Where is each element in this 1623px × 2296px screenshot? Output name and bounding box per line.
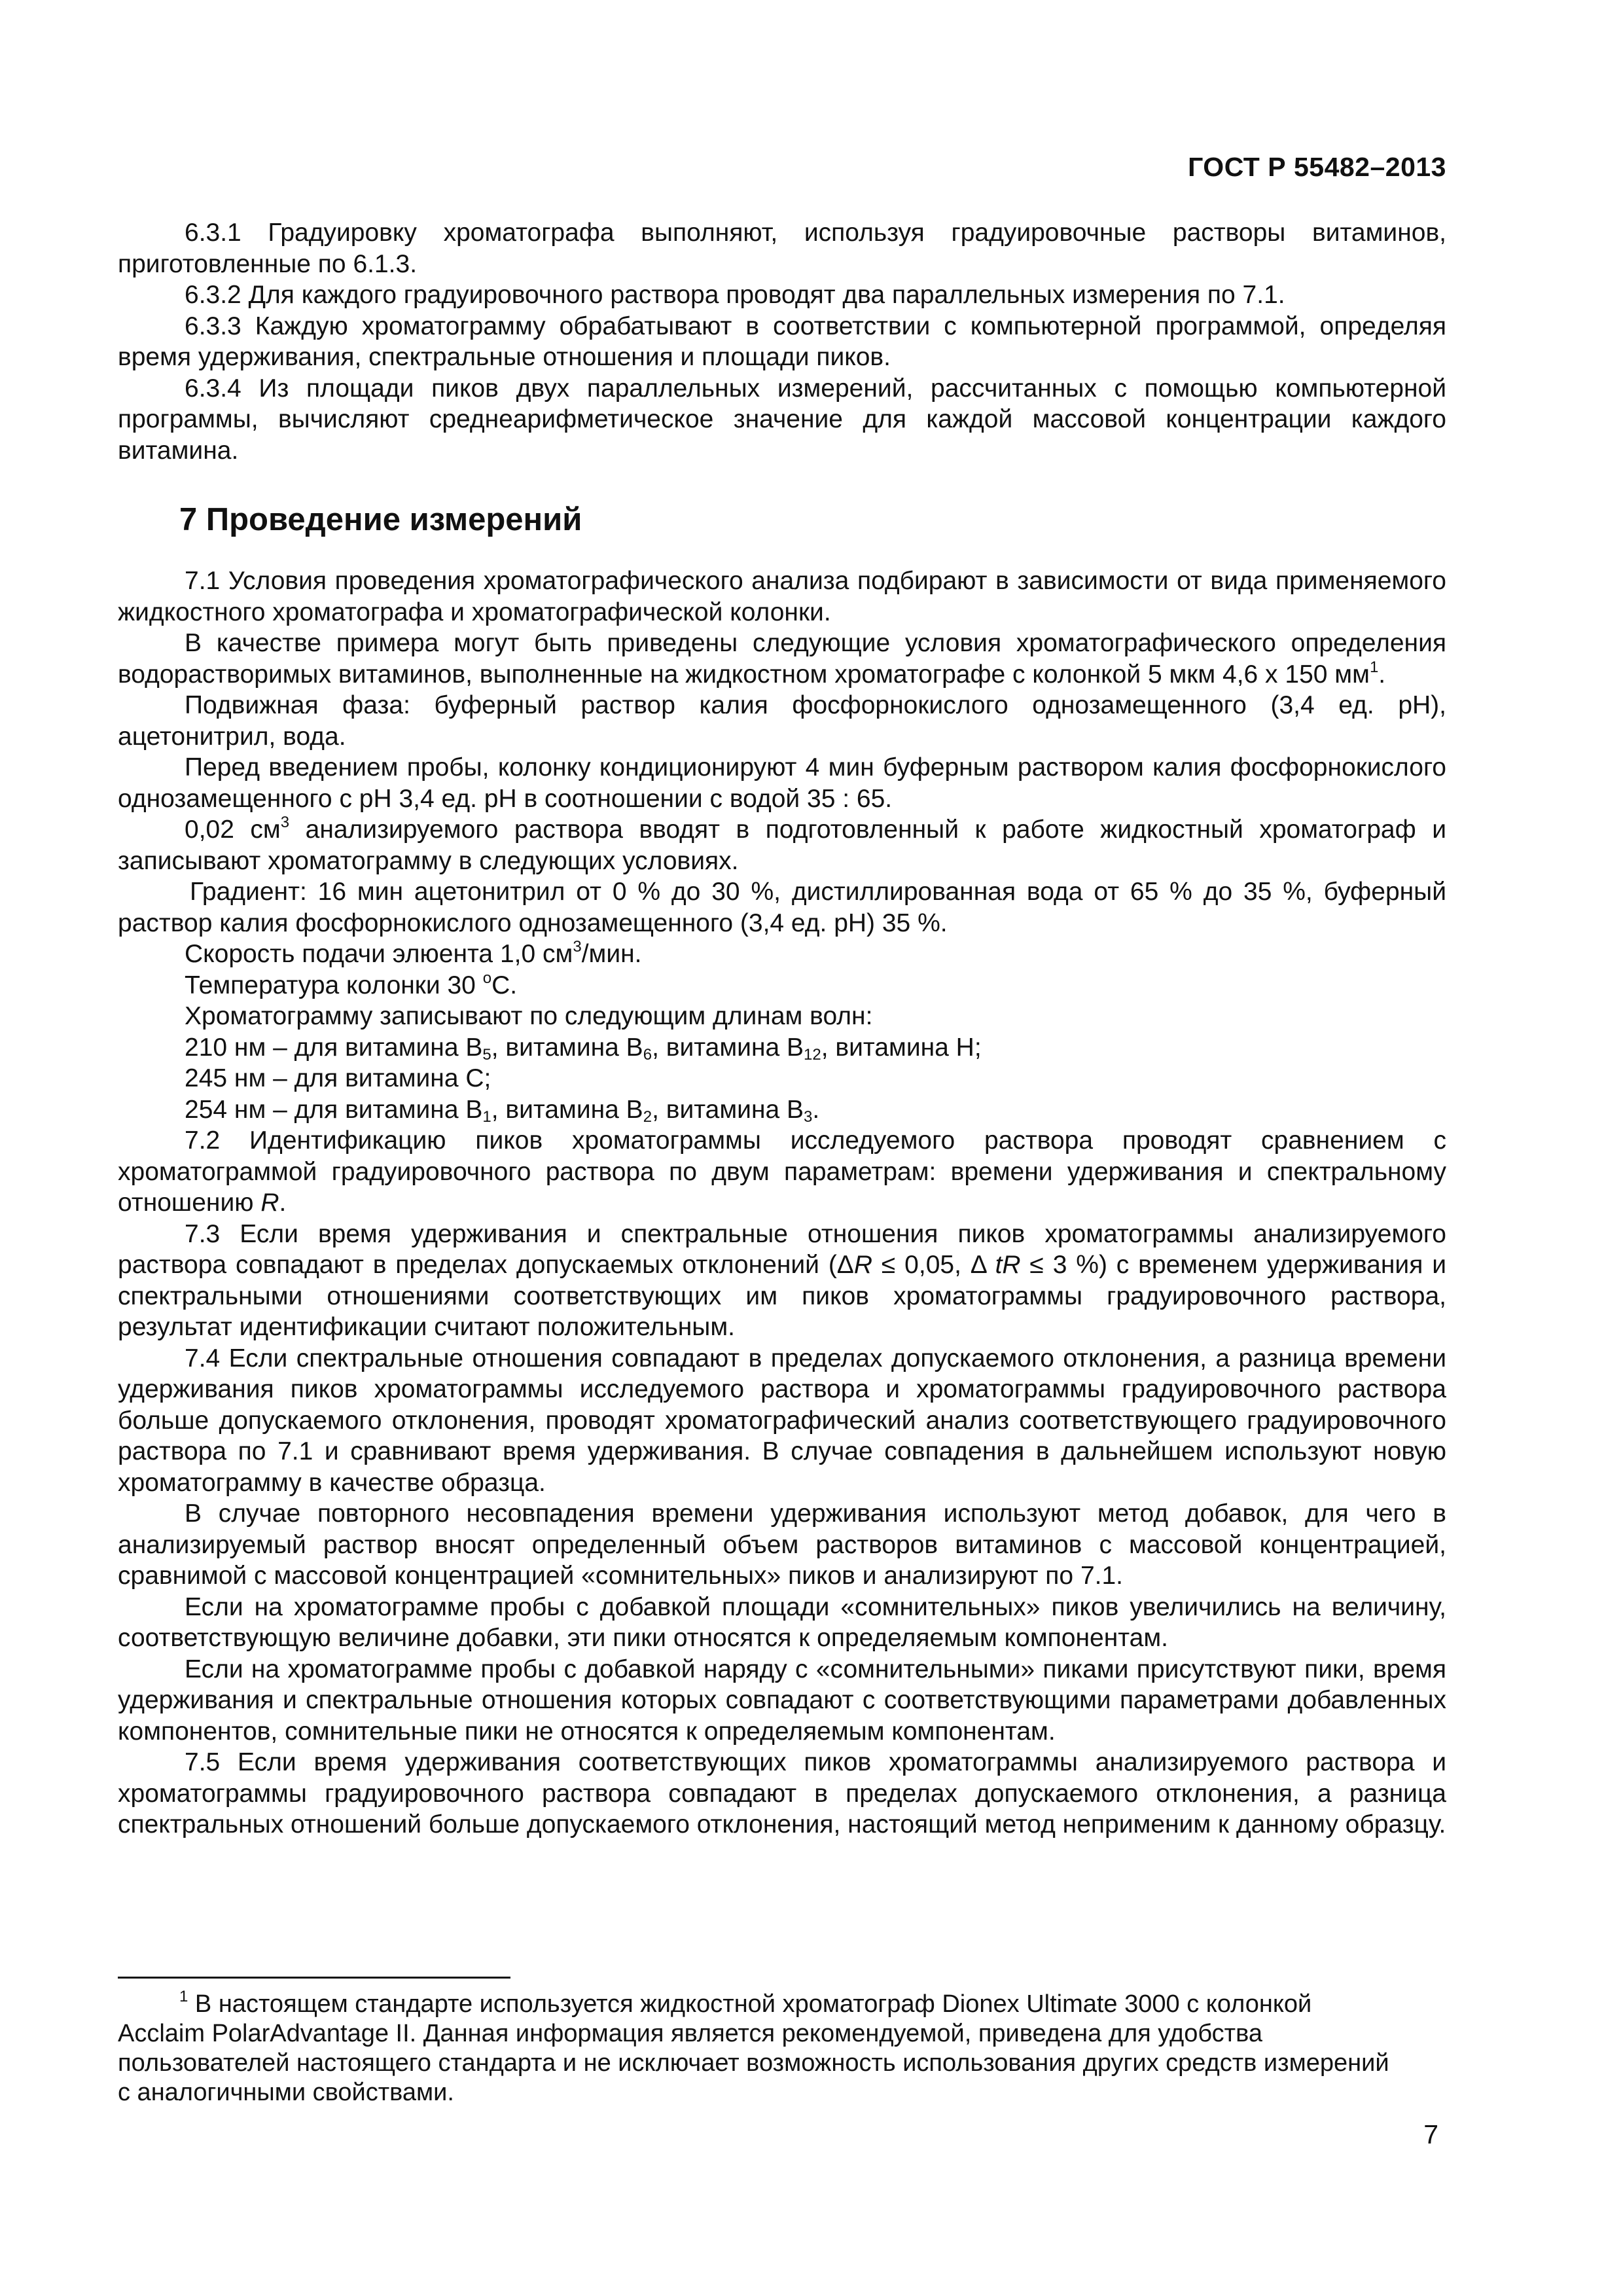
- example-end: .: [1378, 660, 1386, 689]
- wl254-sub-1: 1: [482, 1107, 491, 1126]
- flow-text: Скорость подачи элюента 1,0 см: [185, 940, 573, 968]
- paragraph-7-4-other: Если на хроматограмме пробы с добавкой наряду с «сомнительными» пиками присутствуют пики, время удерживания и спектральные отношения которых совпадают с соответствующими параметрами добавленных компонентов, сомнительные пики не относятся к определяемым компонентам.: [118, 1655, 1446, 1746]
- injection-volume: 0,02 см: [185, 816, 281, 844]
- wl210-text-4: , витамина Н;: [821, 1033, 982, 1062]
- paragraph-injection: [118, 814, 1446, 876]
- footnote-ref: 1: [1369, 658, 1379, 676]
- main-text: [118, 217, 1446, 1840]
- flow-superscript: 3: [573, 938, 582, 956]
- paragraph-flow-rate: [118, 939, 1446, 970]
- degree-superscript: о: [482, 969, 492, 987]
- wl254-sub-2: 2: [643, 1107, 652, 1126]
- wavelength-245: 245 нм – для витамина С;: [185, 1064, 491, 1092]
- cm3-superscript: 3: [280, 814, 290, 831]
- injection-text: анализируемого раствора вводят в подготовленный к работе жидкостный хроматограф и записывают хроматограмму в следующих условиях.: [118, 816, 1446, 875]
- wl210-text-3: , витамина В: [652, 1033, 804, 1062]
- wl254-sub-3: 3: [804, 1107, 813, 1126]
- p73-text-1: 7.3 Если время удерживания и спектральные отношения пиков хроматограммы анализируемого раствора совпадают в пределах допускаемых отклонений (Δ: [118, 1219, 1446, 1279]
- p72-text: 7.2 Идентификацию пиков хроматограммы исследуемого раствора проводят сравнением с хроматограммой градуировочного раствора по двум параметрам: времени удерживания и спектральному отношению: [118, 1126, 1446, 1217]
- paragraph-7-4-increase: Если на хроматограмме пробы с добавкой площади «сомнительных» пиков увеличились на величину, соответствующую величине добавки, эти пики относятся к определяемым компонентам.: [118, 1592, 1446, 1652]
- wl254-text-1: 254 нм – для витамина В: [185, 1095, 483, 1124]
- footnote: [118, 1990, 1394, 2108]
- wavelength-210: [118, 1032, 1446, 1064]
- paragraph-6-3-3: 6.3.3 Каждую хроматограмму обрабатывают в соответствии с компьютерной программой, определяя время удерживания, спектральные отношения и площади пиков.: [118, 312, 1446, 371]
- paragraph-temperature: [118, 970, 1446, 1001]
- paragraph-wavelengths-intro: Хроматограмму записывают по следующим длинам волн:: [185, 1002, 873, 1030]
- paragraph-7-1: 7.1 Условия проведения хроматографического анализа подбирают в зависимости от вида применяемого жидкостного хроматографа и хроматографической колонки.: [118, 567, 1446, 626]
- p72-symbol-r: R: [260, 1189, 279, 1217]
- footnote-separator: [118, 1977, 510, 1979]
- paragraph-6-3-1: 6.3.1 Градуировку хроматографа выполняют, используя градуировочные растворы витаминов, приготовленные по 6.1.3.: [118, 219, 1446, 278]
- wl254-text-4: .: [812, 1095, 820, 1124]
- flow-unit: /мин.: [581, 940, 642, 968]
- wl254-text-3: , витамина В: [652, 1095, 804, 1124]
- wl210-text-2: , витамина В: [491, 1033, 643, 1062]
- wl210-sub-1: 5: [482, 1045, 491, 1064]
- page-number: 7: [1423, 2119, 1438, 2149]
- p73-text-3: ≤ 3 %) с временем удерживания и спектральными отношениями соответствующих им пиков хроматограммы градуировочного раствора, результат идентификации считают положительным.: [118, 1251, 1446, 1341]
- example-text: В качестве примера могут быть приведены следующие условия хроматографического определения водорастворимых витаминов, выполненные на жидкостном хроматографе с колонкой 5 мкм 4,6 х 150 мм: [118, 629, 1446, 689]
- p72-end: .: [279, 1189, 287, 1217]
- wl210-sub-2: 6: [643, 1045, 652, 1064]
- wl210-text-1: 210 нм – для витамина В: [185, 1033, 483, 1062]
- p73-text-2: ≤ 0,05, Δ: [872, 1251, 995, 1279]
- footnote-paragraph: [118, 1990, 1394, 2108]
- paragraph-6-3-2: 6.3.2 Для каждого градуировочного раствора проводят два параллельных измерения по 7.1.: [185, 281, 1285, 309]
- paragraph-conditioning: Перед введением пробы, колонку кондиционируют 4 мин буферным раствором калия фосфорнокислого однозамещенного с pH 3,4 ед. pH в соотношении с водой 35 : 65.: [118, 753, 1446, 813]
- paragraph-6-3-4: 6.3.4 Из площади пиков двух параллельных измерений, рассчитанных с помощью компьютерной программы, вычисляют среднеарифметическое значение для каждой массовой концентрации каждого витамина.: [118, 374, 1446, 465]
- footnote-number: 1: [179, 1988, 188, 2005]
- paragraph-7-4-repeat: В случае повторного несовпадения времени удерживания используют метод добавок, для чего в анализируемый раствор вносят определенный объем растворов витаминов с массовой концентрацией, сравнимой с массовой концентрацией «сомнительных» пиков и анализируют по 7.1.: [118, 1499, 1446, 1590]
- paragraph-mobile-phase: Подвижная фаза: буферный раствор калия фосфорнокислого однозамещенного (3,4 ед. pH), ацетонитрил, вода.: [118, 691, 1446, 751]
- temp-text: Температура колонки 30: [185, 971, 483, 999]
- wavelength-254: [118, 1094, 1446, 1126]
- paragraph-7-5: 7.5 Если время удерживания соответствующих пиков хроматограммы анализируемого раствора и хроматограммы градуировочного раствора совпадают в пределах допускаемого отклонения, а разница спектральных отношений больше допускаемого отклонения, настоящий метод неприменим к данному образцу.: [118, 1748, 1446, 1839]
- wl210-sub-3: 12: [804, 1045, 821, 1064]
- paragraph-7-2: [118, 1125, 1446, 1219]
- p73-symbol-tr: tR: [995, 1251, 1021, 1279]
- wl254-text-2: , витамина В: [491, 1095, 643, 1124]
- paragraph-7-4: 7.4 Если спектральные отношения совпадают в пределах допускаемого отклонения, а разница времени удерживания пиков хроматограммы исследуемого раствора и хроматограммы градуировочного раствора больше допускаемого отклонения, проводят хроматографический анализ соответствующего градуировочного раствора по 7.1 и сравнивают время удерживания. В случае совпадения в дальнейшем используют новую хроматограмму в качестве образца.: [118, 1344, 1446, 1497]
- section-7-heading: 7 Проведение измерений: [179, 502, 582, 537]
- standard-code-header: ГОСТ Р 55482–2013: [1188, 152, 1446, 182]
- paragraph-7-3: [118, 1219, 1446, 1343]
- paragraph-example: [118, 628, 1446, 690]
- p73-symbol-r: R: [853, 1251, 873, 1279]
- paragraph-gradient: Градиент: 16 мин ацетонитрил от 0 % до 30 %, дистиллированная вода от 65 % до 35 %, буферный раствор калия фосфорнокислого однозамещенного (3,4 ед. pH) 35 %.: [118, 878, 1446, 937]
- footnote-text: В настоящем стандарте используется жидкостной хроматограф Dionex Ultimate 3000 с колонкой Acclaim PolarAdvantage II. Данная информация является рекомендуемой, приведена для удобства пользователей настоящего стандарта и не исключает возможность использования других средств измерений с аналогичными свойствами.: [118, 1990, 1389, 2106]
- temp-unit: С.: [491, 971, 518, 999]
